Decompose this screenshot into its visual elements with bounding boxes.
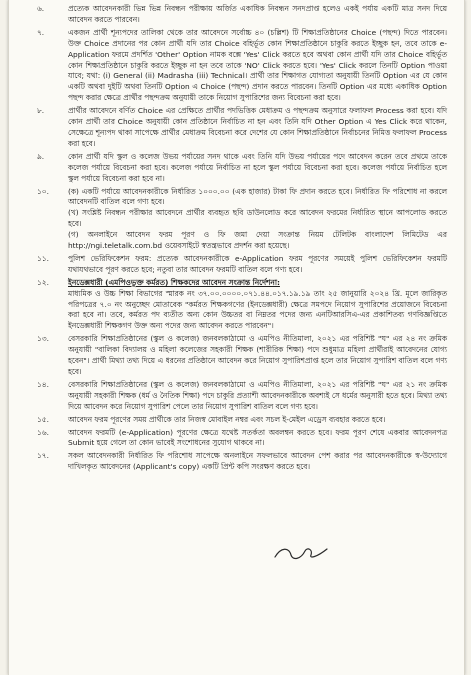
item-text: আবেদন ফরম পূরণের সময় প্রার্থীকে তার নিজস্ব মোবাইল নম্বর এবং সচল ই-মেইল এড্রেস ব্যবহার করতে হবে।: [68, 414, 386, 424]
list-item: [37, 380, 447, 413]
item-number: ১০.: [37, 186, 49, 196]
fee-paragraph: (ক) একটি পর্যায়ে আবেদনকারীকে নির্ধারিত ১০০০.০০ (এক হাজার) টাকা ফি প্রদান করতে হবে। নির্ধারিত ফি পরিশোধ না করলে আবেদনটি বাতিল বলে গণ্য হবে।: [68, 186, 447, 207]
item-number: ৬.: [37, 4, 45, 13]
list-item: [37, 152, 447, 185]
item-text: সকল আবেদনকারী নির্ধারিত ফি পরিশোধ সাপেক্ষে অনলাইনে সফলভাবে আবেদন পেশ করার পর আবেদনকারীকে স্ব-উদ্যোগে দাখিলকৃত আবেদনের (Applicant's copy) একটি প্রিন্ট কপি সংরক্ষণ করতে হবে।: [68, 451, 447, 472]
item-text: মাধ্যমিক ও উচ্চ শিক্ষা বিভাগের স্মারক নং ৩৭.০০.০০০০.০৭১.৪৪.০১৭.১৯.১৯ তাং ২৫ জানুয়ারি ২০২৪ খ্রি. মূলে জারিকৃত পরিপত্রের ৭.০ নং অনুচ্ছেদ মোতাবেক "কর্মরত শিক্ষকগণের (ইনডেক্সধারী) ক্ষেত্রে সমপদে নিয়োগ সুপারিশের প্রয়োজনে বিবেচনা করা হবে না। তবে, কর্মরত পদ ব্যতীত অন্য কোন উচ্চতর বা নিম্নতর পদের জন্য এনটিআরসিএ-এর প্রকাশিতব্য গণবিজ্ঞপ্তিতে ইনডেক্সধারী শিক্ষকগণ উক্ত অন্য পদের জন্য আবেদন করতে পারবেন"।: [68, 288, 447, 331]
item-text: প্রত্যেক আবেদনকারী ভিন্ন ভিন্ন নিবন্ধন পরীক্ষায় অর্জিত একাধিক নিবন্ধন সনদপ্রাপ্ত হলেও একই পর্যায় একটি মাত্র সনদ দিয়ে আবেদন করতে পারবেন।: [68, 4, 447, 24]
item-number: ৯.: [37, 151, 45, 161]
list-item: [37, 28, 447, 104]
item-text: বেসরকারি শিক্ষাপ্রতিষ্ঠানের (স্কুল ও কলেজ) জনবলকাঠামো ও এমপিও নীতিমালা, ২০২১ এর পরিশিষ্ট "ঘ" এর ২১ নং ক্রমিক অনুযায়ী সহকারী শিক্ষক (ধর্ম ও নৈতিক শিক্ষা) পদে চাকুরি প্রত্যাশী আবেদনকারীকে অবশ্যই সে ধর্মের অনুসারী হতে হবে। মিথ্যা তথ্য দিয়ে আবেদন করে নিয়োগ সুপারিশ পেলে তার নিয়োগ সুপারিশ বাতিল বলে গণ্য হবে।: [68, 379, 447, 411]
item-number: ১৩.: [37, 334, 49, 344]
online-application-paragraph: (গ) অনলাইনে আবেদন ফরম পূরণ ও ফি জমা দেয়া সংক্রান্ত নিয়ম টেলিটক বাংলাদেশ লিমিটেড এর http://ngi.teletalk.com.bd ওয়েবসাইটে স্বতন্ত্রভাবে প্রদর্শন করা হয়েছে।: [68, 230, 447, 251]
item-number: ১৪.: [37, 379, 49, 389]
list-item: [37, 106, 447, 150]
document-page: [8, 0, 465, 675]
list-item: [37, 4, 447, 26]
item-number: ৭.: [37, 27, 45, 37]
list-item: [37, 278, 447, 333]
item-number: ১৬.: [37, 427, 49, 437]
item-number: ১৭.: [37, 451, 49, 461]
item-text: আবেদন ফরমটি (e-Application) পূরণের ক্ষেত্রে যথেষ্ট সতর্কতা অবলম্বন করতে হবে। ফরম পূরণ শেষে একবার আবেদনপত্র Submit হয়ে গেলে তা কোন ভাবেই সংশোধনের সুযোগ থাকবে না।: [68, 427, 447, 448]
instruction-list: [37, 4, 447, 473]
list-item: [37, 451, 447, 473]
list-item: [37, 428, 447, 450]
item-number: ১২.: [37, 277, 49, 287]
item-text: বেসরকারি শিক্ষাপ্রতিষ্ঠানের (স্কুল ও কলেজ) জনবলকাঠামো ও এমপিও নীতিমালা, ২০২১ এর পরিশিষ্ট "ঘ" এর ২৪ নং ক্রমিক অনুযায়ী "বালিকা বিদ্যালয় ও মহিলা কলেজের সহকারী শিক্ষক (শারীরিক শিক্ষা) পদে শুধুমাত্র মহিলা প্রার্থীরাই আবেদনের যোগ্য হবেন"। প্রার্থী মিথ্যা তথ্য দিয়ে এ ধরনের প্রতিষ্ঠানে আবেদন করে নিয়োগ সুপারিশপ্রাপ্ত হলে তার নিয়োগ সুপারিশ বাতিল বলে গণ্য হবে।: [68, 334, 447, 376]
item-number: ৮.: [37, 106, 45, 116]
list-item: [37, 187, 447, 252]
item-number: ১৫.: [37, 414, 49, 424]
item-text: একজন প্রার্থী শূন্যপদের তালিকা থেকে তার আবেদনে সর্বোচ্চ ৪০ (চল্লিশ) টি শিক্ষাপ্রতিষ্ঠানের Choice (পছন্দ) দিতে পারবেন। উক্ত Choice প্রদানের পর কোন প্রার্থী যদি তার Choice বহির্ভূত কোন শিক্ষাপ্রতিষ্ঠানে চাকুরি করতে ইচ্ছুক হন, তবে তাকে e-Application ফরমে প্রদর্শিত 'Other' Option নামক বক্সে 'Yes' Click করতে হবে অথবা কোন প্রার্থী যদি তার Choice বহির্ভূত কোন শিক্ষাপ্রতিষ্ঠানে চাকুরি করতে ইচ্ছুক না হন তবে তাকে 'NO' Click করতে হবে। 'Yes' Click করলে তিনটি Option পাওয়া যাবে; যথা: (i) General (ii) Madrasha (iii) Technical। প্রার্থী তার শিক্ষাগত যোগ্যতা অনুযায়ী তিনটি Option এর যে কোন একটি অথবা দুইটি অথবা তিনটি Option এ Choice (পছন্দ) প্রদান করতে পারবেন। তিনটি Option এর মধ্যে একাধিক Option পছন্দ করার ক্ষেত্রে প্রার্থীর পছন্দক্রম অনুযায়ী তাকে নিয়োগ সুপারিশের জন্য বিবেচনা করা হবে।: [68, 27, 447, 103]
item-text: প্রার্থীর আবেদনে বর্ণিত Choice এর প্রেক্ষিতে প্রার্থীর পদভিত্তিক মেধাক্রম ও পছন্দক্রম অনুসারে ফলাফল Process করা হবে। যদি কোন প্রার্থী তার Choice অনুযায়ী কোন প্রতিষ্ঠানে নির্বাচিত না হন এবং তিনি যদি Other Option এ Yes Click করে থাকেন, সেক্ষেত্রে শূন্যপদ থাকা সাপেক্ষে প্রার্থীর মেধাক্রম বিবেচনা করে দেশের যে কোন শিক্ষাপ্রতিষ্ঠানে নির্বাচনের নিমিত্ত ফলাফল Process করা হবে।: [68, 106, 447, 148]
item-text: কোন প্রার্থী যদি স্কুল ও কলেজ উভয় পর্যায়ের সনদ থাকে এবং তিনি যদি উভয় পর্যায়ের পদে আবেদন করেন তবে প্রথমে তাকে কলেজ পর্যায়ে বিবেচনা করা হবে। কলেজ পর্যায়ে নির্বাচিত না হলে স্কুল পর্যায়ে বিবেচনা করা হবে। কলেজ পর্যায়ে নির্বাচিত হলে স্কুল পর্যায়ে বিবেচনা করা হবে না।: [68, 151, 447, 183]
item-number: ১১.: [37, 253, 49, 263]
photo-paragraph: (খ) সংশ্লিষ্ট নিবন্ধন পরীক্ষার আবেদনে প্রার্থীর ব্যবহৃত ছবি ডাউনলোড করে আবেদন ফরমের নির্ধারিত স্থানে আপলোড করতে হবে।: [68, 208, 447, 229]
signature-mark: [271, 543, 331, 563]
list-item: [37, 415, 447, 426]
list-item: [37, 334, 447, 378]
section-heading: ইনডেক্সধারী (এমপিওভুক্ত কর্মরত) শিক্ষকদের আবেদন সংক্রান্ত নির্দেশনা:: [68, 277, 280, 287]
list-item: [37, 254, 447, 276]
item-text: পুলিশ ভেরিফিকেশন ফরম: প্রত্যেক আবেদনকারীকে e-Application ফরম পূরণের সময়েই পুলিশ ভেরিফিকেশন ফরমটি যথাযথভাবে পূরণ করতে হবে; নতুবা তার আবেদন ফরমটি বাতিল বলে গণ্য হবে।: [68, 253, 447, 274]
